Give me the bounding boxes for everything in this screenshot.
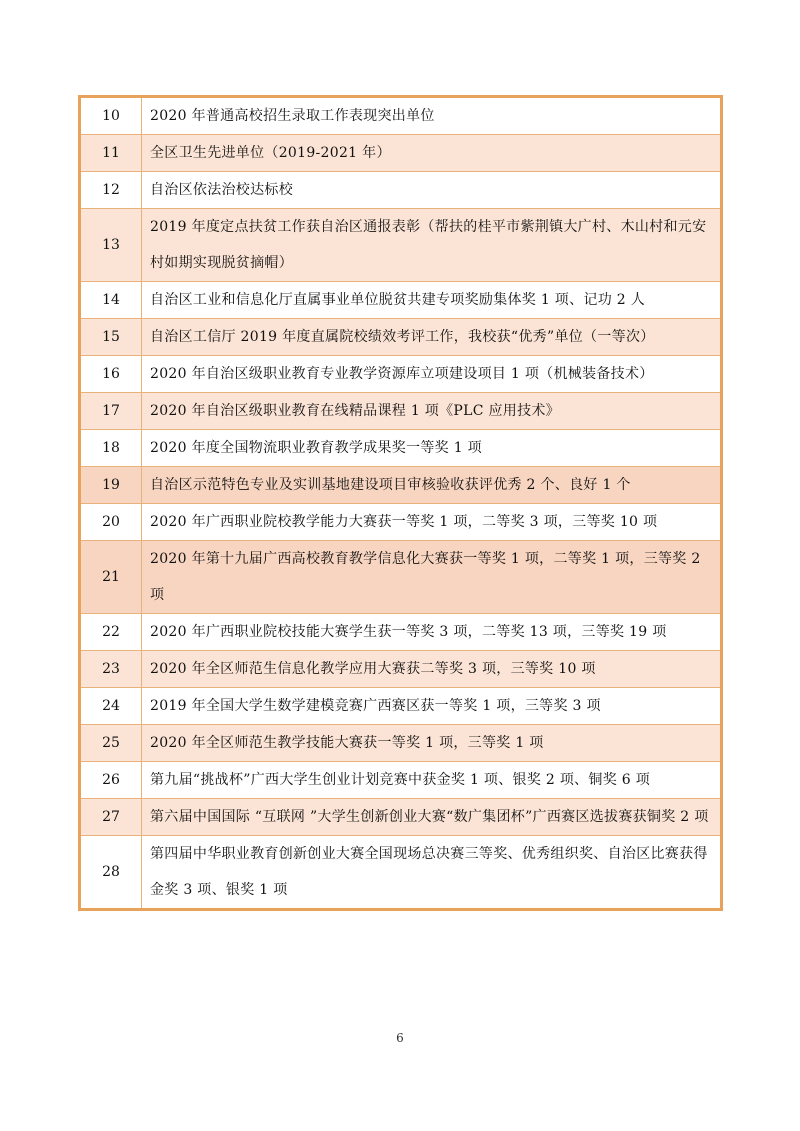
honor-description: 全区卫生先进单位（2019-2021 年）: [142, 135, 722, 172]
row-number: 13: [80, 209, 142, 282]
table-row: [80, 393, 722, 430]
row-number: 18: [80, 430, 142, 467]
table-row: [80, 467, 722, 504]
table-row: [80, 282, 722, 319]
row-number: 10: [80, 97, 142, 135]
row-number: 28: [80, 836, 142, 910]
honor-description: 自治区工信厅 2019 年度直属院校绩效考评工作，我校获“优秀”单位（一等次）: [142, 319, 722, 356]
table-row: [80, 762, 722, 799]
row-number: 11: [80, 135, 142, 172]
table-row: [80, 614, 722, 651]
table-row: [80, 430, 722, 467]
table-row: [80, 725, 722, 762]
table-row: [80, 135, 722, 172]
page-number: 6: [396, 1031, 404, 1045]
row-number: 17: [80, 393, 142, 430]
honor-description: 2020 年第十九届广西高校教育教学信息化大赛获一等奖 1 项，二等奖 1 项，三等奖 2 项: [142, 541, 722, 614]
table-row: [80, 97, 722, 135]
row-number: 27: [80, 799, 142, 836]
table-row: [80, 799, 722, 836]
honor-description: 第四届中华职业教育创新创业大赛全国现场总决赛三等奖、优秀组织奖、自治区比赛获得金奖 3 项、银奖 1 项: [142, 836, 722, 910]
honor-description: 2019 年度定点扶贫工作获自治区通报表彰（帮扶的桂平市紫荆镇大广村、木山村和元安村如期实现脱贫摘帽）: [142, 209, 722, 282]
row-number: 14: [80, 282, 142, 319]
row-number: 24: [80, 688, 142, 725]
honor-description: 2020 年自治区级职业教育专业教学资源库立项建设项目 1 项（机械装备技术）: [142, 356, 722, 393]
honor-description: 2019 年全国大学生数学建模竞赛广西赛区获一等奖 1 项，三等奖 3 项: [142, 688, 722, 725]
row-number: 16: [80, 356, 142, 393]
table-row: [80, 651, 722, 688]
honor-description: 2020 年度全国物流职业教育教学成果奖一等奖 1 项: [142, 430, 722, 467]
honor-description: 第六届中国国际 “互联网 ”大学生创新创业大赛“数广集团杯”广西赛区选拔赛获铜奖 2 项: [142, 799, 722, 836]
honor-description: 自治区示范特色专业及实训基地建设项目审核验收获评优秀 2 个、良好 1 个: [142, 467, 722, 504]
honor-description: 2020 年自治区级职业教育在线精品课程 1 项《PLC 应用技术》: [142, 393, 722, 430]
honor-description: 第九届“挑战杯”广西大学生创业计划竞赛中获金奖 1 项、银奖 2 项、铜奖 6 项: [142, 762, 722, 799]
honor-description: 2020 年全区师范生教学技能大赛获一等奖 1 项，三等奖 1 项: [142, 725, 722, 762]
table-row: [80, 209, 722, 282]
table-row: [80, 836, 722, 910]
row-number: 12: [80, 172, 142, 209]
row-number: 22: [80, 614, 142, 651]
row-number: 25: [80, 725, 142, 762]
honor-description: 自治区依法治校达标校: [142, 172, 722, 209]
honors-table: [78, 95, 723, 911]
honor-description: 2020 年全区师范生信息化教学应用大赛获二等奖 3 项，三等奖 10 项: [142, 651, 722, 688]
row-number: 23: [80, 651, 142, 688]
honor-description: 自治区工业和信息化厅直属事业单位脱贫共建专项奖励集体奖 1 项、记功 2 人: [142, 282, 722, 319]
honor-description: 2020 年普通高校招生录取工作表现突出单位: [142, 97, 722, 135]
table-body: [80, 97, 722, 910]
table-row: [80, 688, 722, 725]
table-row: [80, 356, 722, 393]
row-number: 15: [80, 319, 142, 356]
table-row: [80, 319, 722, 356]
row-number: 19: [80, 467, 142, 504]
row-number: 21: [80, 541, 142, 614]
honor-description: 2020 年广西职业院校技能大赛学生获一等奖 3 项，二等奖 13 项，三等奖 19 项: [142, 614, 722, 651]
table-row: [80, 172, 722, 209]
table-row: [80, 541, 722, 614]
table-row: [80, 504, 722, 541]
honor-description: 2020 年广西职业院校教学能力大赛获一等奖 1 项，二等奖 3 项，三等奖 10 项: [142, 504, 722, 541]
row-number: 26: [80, 762, 142, 799]
row-number: 20: [80, 504, 142, 541]
